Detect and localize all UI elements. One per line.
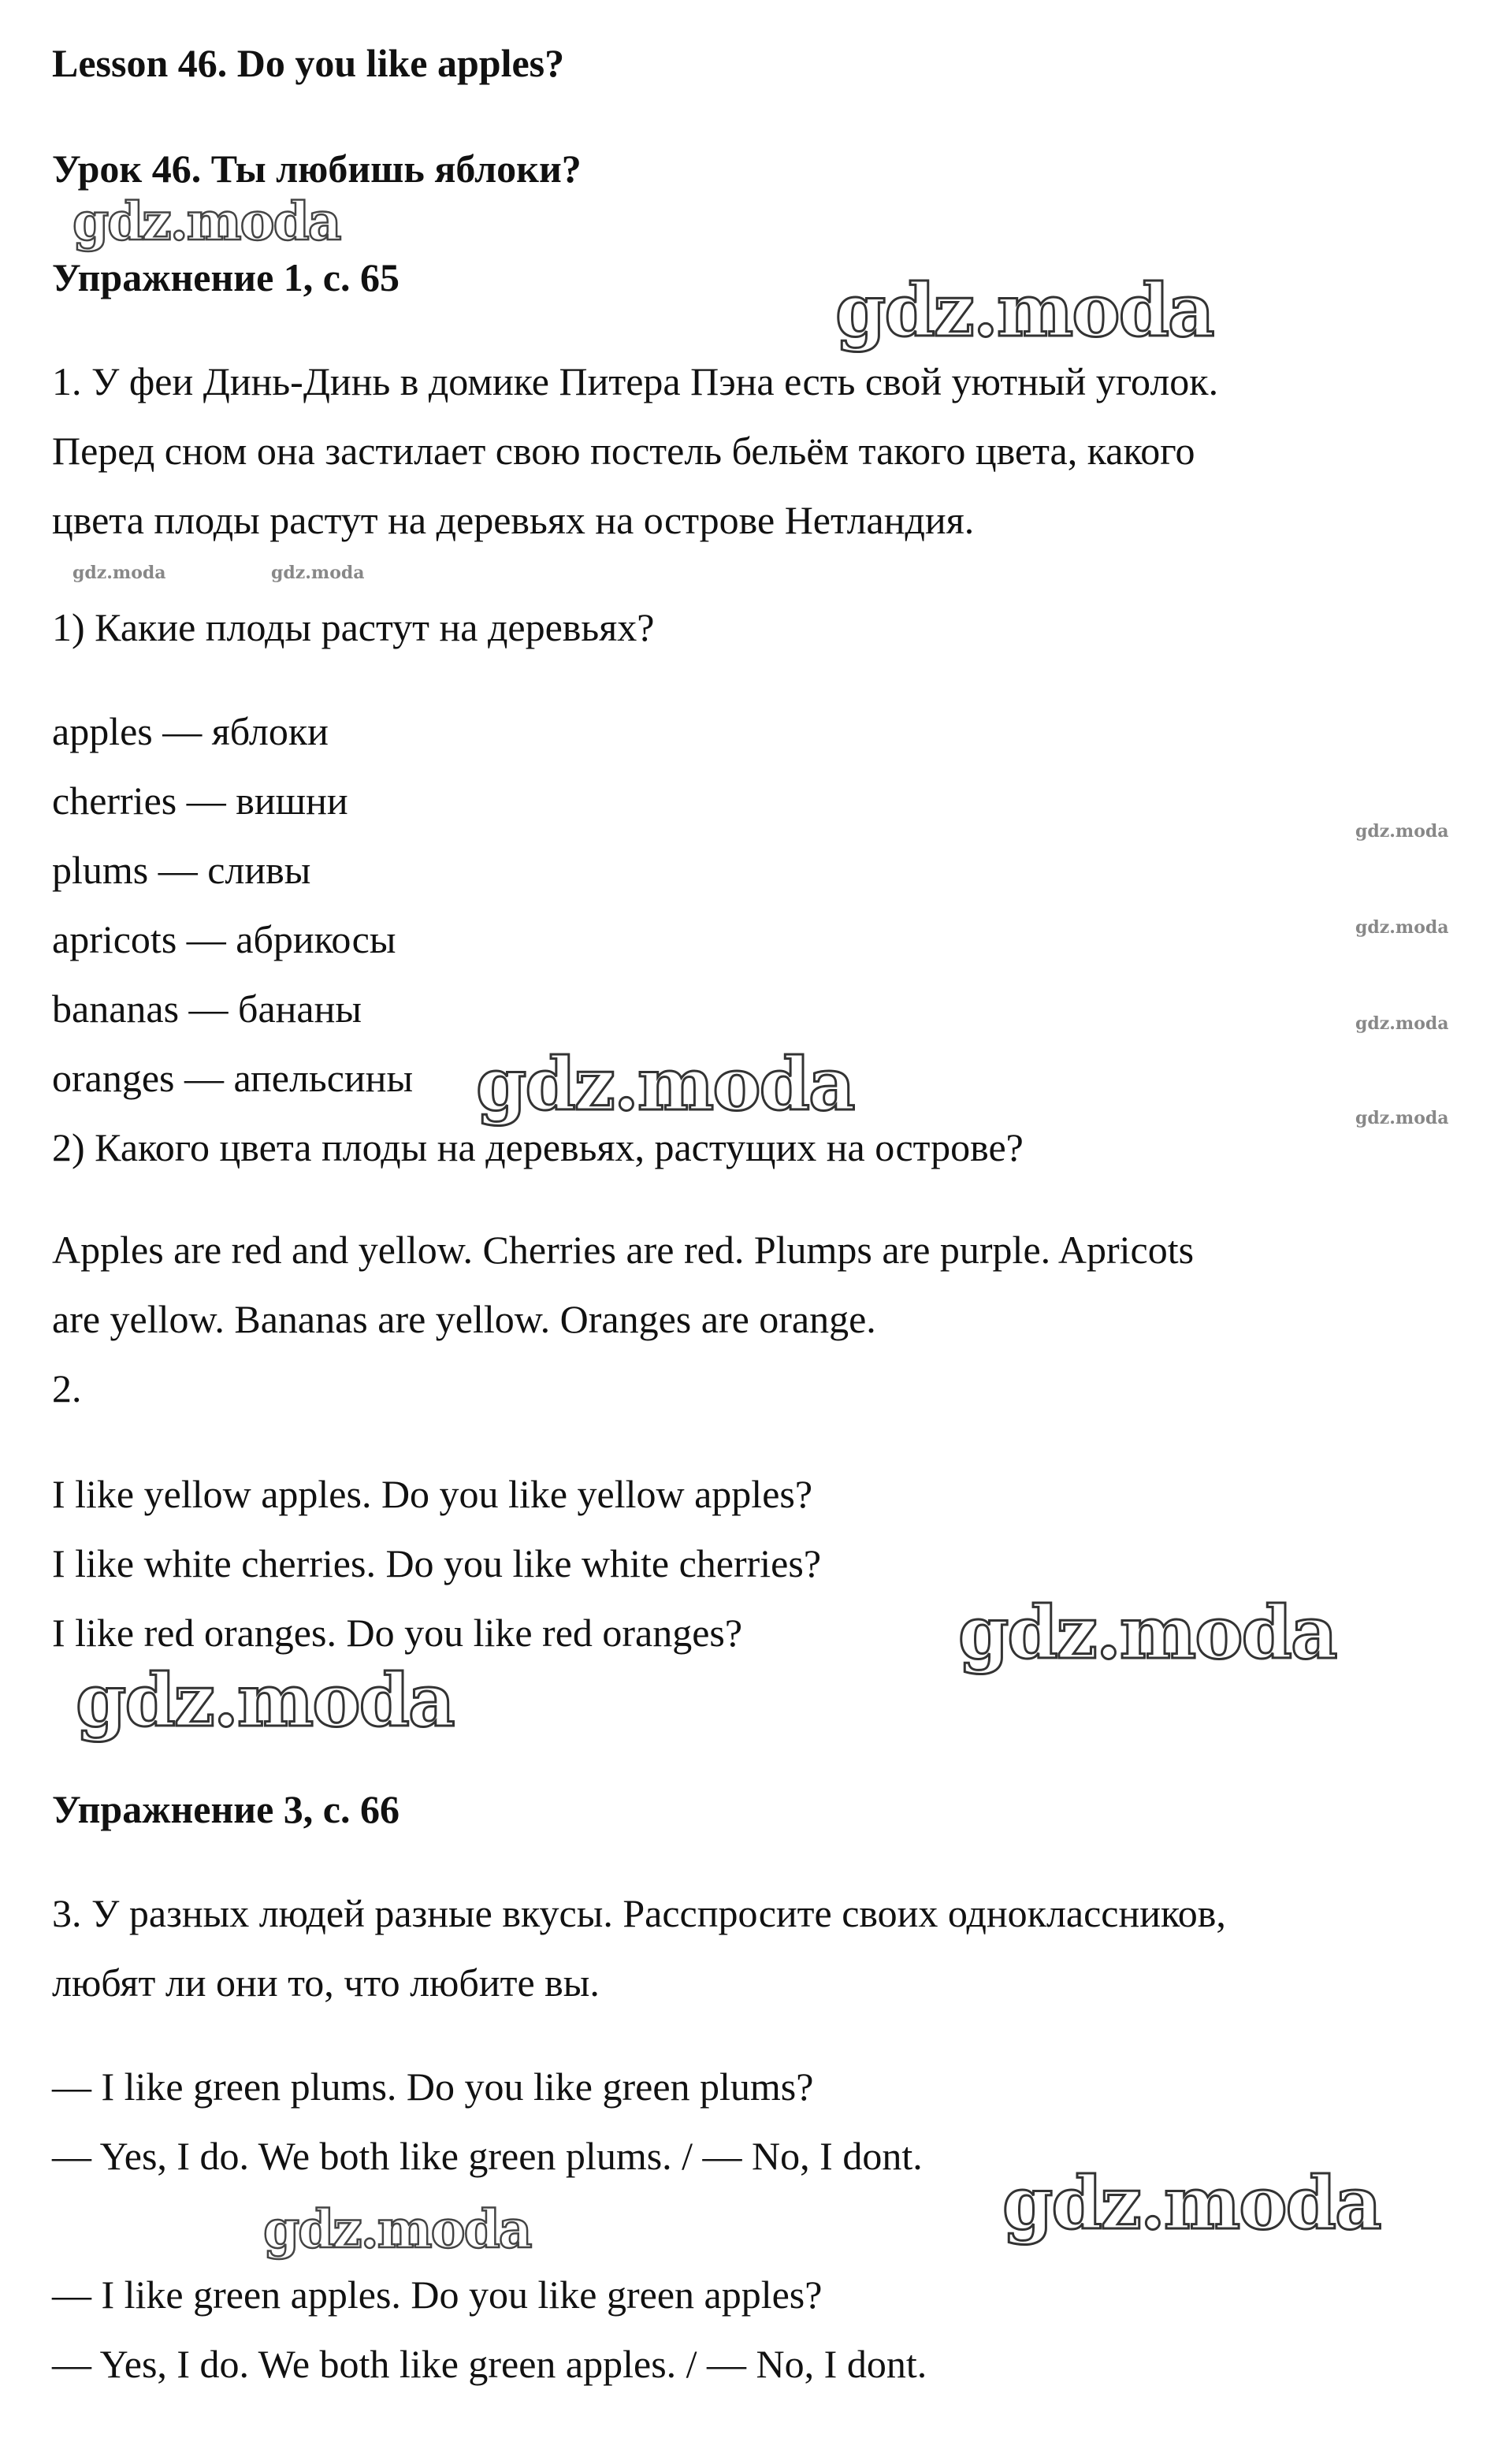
fruit-item: bananas — бананы xyxy=(52,987,362,1031)
part-2-line: I like red oranges. Do you like red oranges? xyxy=(52,1611,743,1655)
watermark: gdz.moda xyxy=(958,1590,1336,1675)
lesson-title: Lesson 46. Do you like apples? xyxy=(52,41,565,85)
exercise-1-task-line: цвета плоды растут на деревьях на острове Нетландия. xyxy=(52,498,975,542)
watermark: gdz.moda xyxy=(263,2198,531,2260)
watermark: gdz.moda xyxy=(76,1658,454,1743)
watermark: gdz.moda xyxy=(1355,1013,1449,1034)
dialog-line: — Yes, I do. We both like green apples. / — No, I dont. xyxy=(52,2342,927,2386)
watermark: gdz.moda xyxy=(1002,2161,1381,2246)
exercise-1-heading: Упражнение 1, с. 65 xyxy=(52,255,400,299)
lesson-title-ru: Урок 46. Ты любишь яблоки? xyxy=(52,147,582,191)
exercise-3-heading: Упражнение 3, с. 66 xyxy=(52,1787,400,1831)
fruit-item: apples — яблоки xyxy=(52,709,329,753)
watermark: gdz.moda xyxy=(1355,821,1449,842)
part-2-label: 2. xyxy=(52,1366,82,1410)
question-2: 2) Какого цвета плоды на деревьях, растущих на острове? xyxy=(52,1125,1024,1169)
watermark: gdz.moda xyxy=(72,563,166,583)
dialog-line: — I like green plums. Do you like green plums? xyxy=(52,2064,814,2109)
answer-2-line: are yellow. Bananas are yellow. Oranges are orange. xyxy=(52,1297,876,1341)
watermark: gdz.moda xyxy=(835,268,1213,353)
exercise-1-task-line: 1. У феи Динь-Динь в домике Питера Пэна есть свой уютный уголок. xyxy=(52,359,1219,403)
exercise-1-task-line: Перед сном она застилает свою постель бельём такого цвета, какого xyxy=(52,429,1195,473)
fruit-item: plums — сливы xyxy=(52,848,311,892)
fruit-item: cherries — вишни xyxy=(52,779,348,823)
part-2-line: I like white cherries. Do you like white cherries? xyxy=(52,1541,822,1585)
part-2-line: I like yellow apples. Do you like yellow apples? xyxy=(52,1472,813,1516)
watermark: gdz.moda xyxy=(72,191,340,252)
dialog-line: — I like green apples. Do you like green apples? xyxy=(52,2273,823,2317)
dialog-line: — Yes, I do. We both like green plums. / — No, I dont. xyxy=(52,2134,923,2178)
fruit-item: apricots — абрикосы xyxy=(52,917,396,961)
exercise-3-task-line: любят ли они то, что любите вы. xyxy=(52,1960,600,2005)
answer-2-line: Apples are red and yellow. Cherries are red. Plumps are purple. Apricots xyxy=(52,1228,1195,1272)
watermark: gdz.moda xyxy=(1355,1108,1449,1128)
watermark: gdz.moda xyxy=(1355,917,1449,938)
exercise-3-task-line: 3. У разных людей разные вкусы. Расспросите своих одноклассников, xyxy=(52,1891,1226,1935)
fruit-item: oranges — апельсины xyxy=(52,1056,414,1100)
watermark: gdz.moda xyxy=(476,1042,854,1127)
watermark: gdz.moda xyxy=(271,563,365,583)
question-1: 1) Какие плоды растут на деревьях? xyxy=(52,605,655,649)
